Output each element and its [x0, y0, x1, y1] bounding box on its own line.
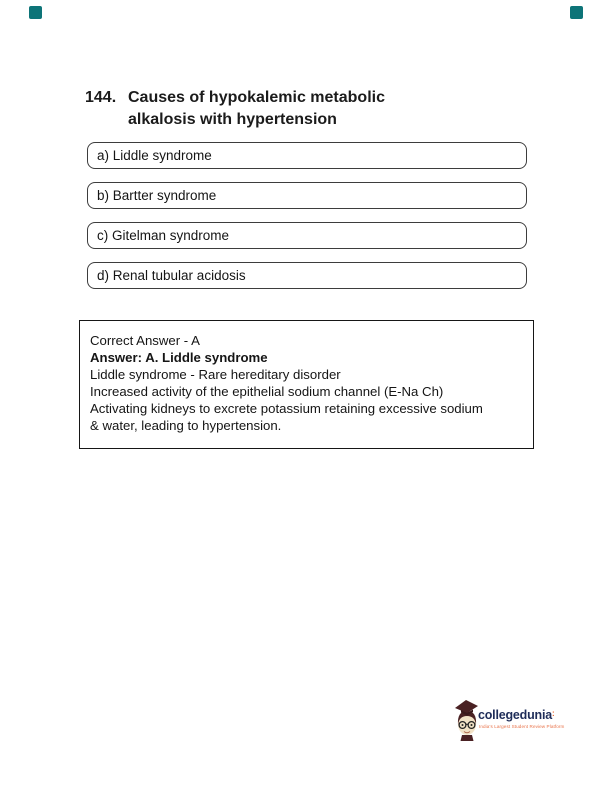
explanation-line-3: Activating kidneys to excrete potassium retaining excessive sodium	[90, 400, 483, 416]
logo-wordmark-text: collegedunia	[478, 708, 553, 722]
answer-explanation-box	[79, 320, 534, 449]
collegedunia-logo	[455, 698, 565, 744]
option-d-label: d) Renal tubular acidosis	[97, 268, 246, 283]
correct-answer-line: Correct Answer - A	[90, 333, 200, 348]
page-corner-mark-left	[29, 6, 42, 19]
question-header	[85, 87, 505, 131]
logo-wordmark	[478, 708, 554, 722]
option-d	[87, 262, 527, 289]
option-a-label: a) Liddle syndrome	[97, 148, 212, 163]
answer-bold-line: Answer: A. Liddle syndrome	[90, 349, 268, 365]
explanation-line-2: Increased activity of the epithelial sodium channel (E-Na Ch)	[90, 383, 444, 399]
question-title-line-1: Causes of hypokalemic metabolic	[128, 89, 385, 106]
option-b	[87, 182, 527, 209]
option-c-label: c) Gitelman syndrome	[97, 228, 230, 243]
mascot-icon	[455, 698, 479, 742]
question-title	[128, 87, 385, 131]
option-b-label: b) Bartter syndrome	[97, 188, 217, 203]
page-corner-mark-right	[570, 6, 583, 19]
explanation-line-4: & water, leading to hypertension.	[90, 417, 282, 433]
logo-tagline: India's Largest Student Review Platform	[479, 724, 565, 729]
option-a	[87, 142, 527, 169]
option-c	[87, 222, 527, 249]
logo-registered-mark: :	[552, 709, 555, 718]
explanation-line-1: Liddle syndrome - Rare hereditary disorder	[90, 366, 341, 382]
question-title-line-2: alkalosis with hypertension	[128, 111, 337, 128]
question-number: 144.	[85, 89, 117, 106]
